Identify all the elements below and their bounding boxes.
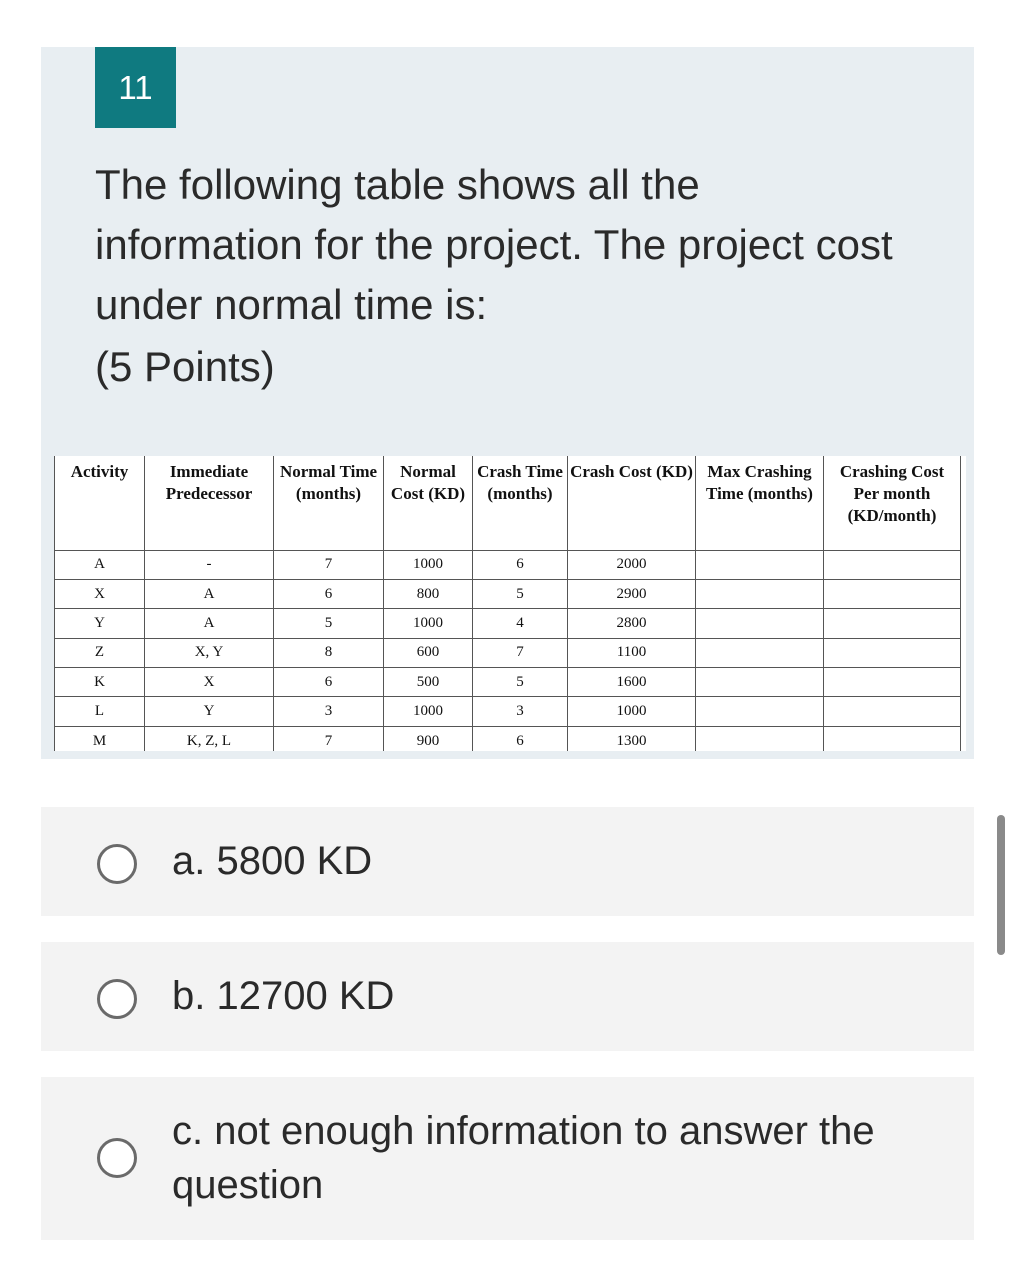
table-cell: 6: [473, 550, 568, 579]
table-cell: 4: [473, 609, 568, 638]
table-cell: 6: [473, 726, 568, 751]
table-cell: Z: [55, 638, 145, 667]
table-cell: 8: [274, 638, 384, 667]
table-cell: 1000: [384, 609, 473, 638]
table-cell: A: [145, 609, 274, 638]
table-cell: [696, 726, 824, 751]
table-row: [55, 638, 961, 667]
table-cell: K: [55, 668, 145, 697]
radio-button[interactable]: [97, 844, 137, 884]
table-cell: A: [55, 550, 145, 579]
table-cell: Y: [145, 697, 274, 726]
question-text: The following table shows all the information for the project. The project cost under normal time is:: [95, 161, 893, 328]
table-row: [55, 550, 961, 579]
option-label: b. 12700 KD: [172, 974, 395, 1018]
table-cell: 6: [274, 579, 384, 608]
table-cell: [824, 668, 961, 697]
table-cell: [824, 697, 961, 726]
column-header: Crash Cost (KD): [568, 456, 696, 550]
column-header: Max Crashing Time (months): [696, 456, 824, 550]
table-cell: K, Z, L: [145, 726, 274, 751]
table-cell: [696, 697, 824, 726]
option-c[interactable]: [41, 1077, 974, 1240]
table-cell: Y: [55, 609, 145, 638]
table-row: [55, 697, 961, 726]
table-row: [55, 609, 961, 638]
column-header: Activity: [55, 456, 145, 550]
option-label: c. not enough information to answer the question: [172, 1109, 875, 1207]
table-cell: A: [145, 579, 274, 608]
table-cell: [824, 726, 961, 751]
question-points: (5 Points): [95, 343, 275, 390]
table-cell: 3: [274, 697, 384, 726]
table-cell: [696, 638, 824, 667]
table-row: [55, 668, 961, 697]
table-cell: 2900: [568, 579, 696, 608]
table-cell: 7: [473, 638, 568, 667]
table-cell: 5: [274, 609, 384, 638]
option-b[interactable]: [41, 942, 974, 1051]
table-cell: [824, 550, 961, 579]
table-cell: 5: [473, 668, 568, 697]
table-header-row: [55, 456, 961, 550]
table-cell: 1000: [384, 697, 473, 726]
column-header: Normal Time (months): [274, 456, 384, 550]
project-table-image: [54, 456, 966, 751]
table-cell: 1000: [568, 697, 696, 726]
table-cell: 1000: [384, 550, 473, 579]
question-card: [41, 47, 974, 759]
table-cell: [824, 579, 961, 608]
table-cell: [824, 638, 961, 667]
table-cell: 1300: [568, 726, 696, 751]
table-cell: -: [145, 550, 274, 579]
column-header: Crashing Cost Per month (KD/month): [824, 456, 961, 550]
table-cell: [696, 668, 824, 697]
project-table: [54, 456, 961, 751]
table-cell: 6: [274, 668, 384, 697]
table-cell: 1600: [568, 668, 696, 697]
table-cell: M: [55, 726, 145, 751]
radio-button[interactable]: [97, 1138, 137, 1178]
table-cell: 2800: [568, 609, 696, 638]
table-row: [55, 579, 961, 608]
table-cell: X, Y: [145, 638, 274, 667]
question-number: 11: [95, 47, 176, 128]
table-cell: 600: [384, 638, 473, 667]
radio-button[interactable]: [97, 979, 137, 1019]
table-cell: X: [145, 668, 274, 697]
option-a[interactable]: [41, 807, 974, 916]
table-cell: 5: [473, 579, 568, 608]
column-header: Normal Cost (KD): [384, 456, 473, 550]
table-cell: X: [55, 579, 145, 608]
table-cell: [824, 609, 961, 638]
option-label: a. 5800 KD: [172, 839, 373, 883]
table-cell: [696, 579, 824, 608]
table-cell: 2000: [568, 550, 696, 579]
scrollbar-thumb[interactable]: [997, 815, 1005, 955]
table-cell: 500: [384, 668, 473, 697]
column-header: Immediate Predecessor: [145, 456, 274, 550]
table-cell: 800: [384, 579, 473, 608]
table-cell: 7: [274, 550, 384, 579]
column-header: Crash Time (months): [473, 456, 568, 550]
table-cell: [696, 609, 824, 638]
table-cell: 1100: [568, 638, 696, 667]
table-cell: 3: [473, 697, 568, 726]
table-row: [55, 726, 961, 751]
table-cell: [696, 550, 824, 579]
table-body: [55, 550, 961, 751]
table-cell: L: [55, 697, 145, 726]
table-cell: 7: [274, 726, 384, 751]
table-cell: 900: [384, 726, 473, 751]
